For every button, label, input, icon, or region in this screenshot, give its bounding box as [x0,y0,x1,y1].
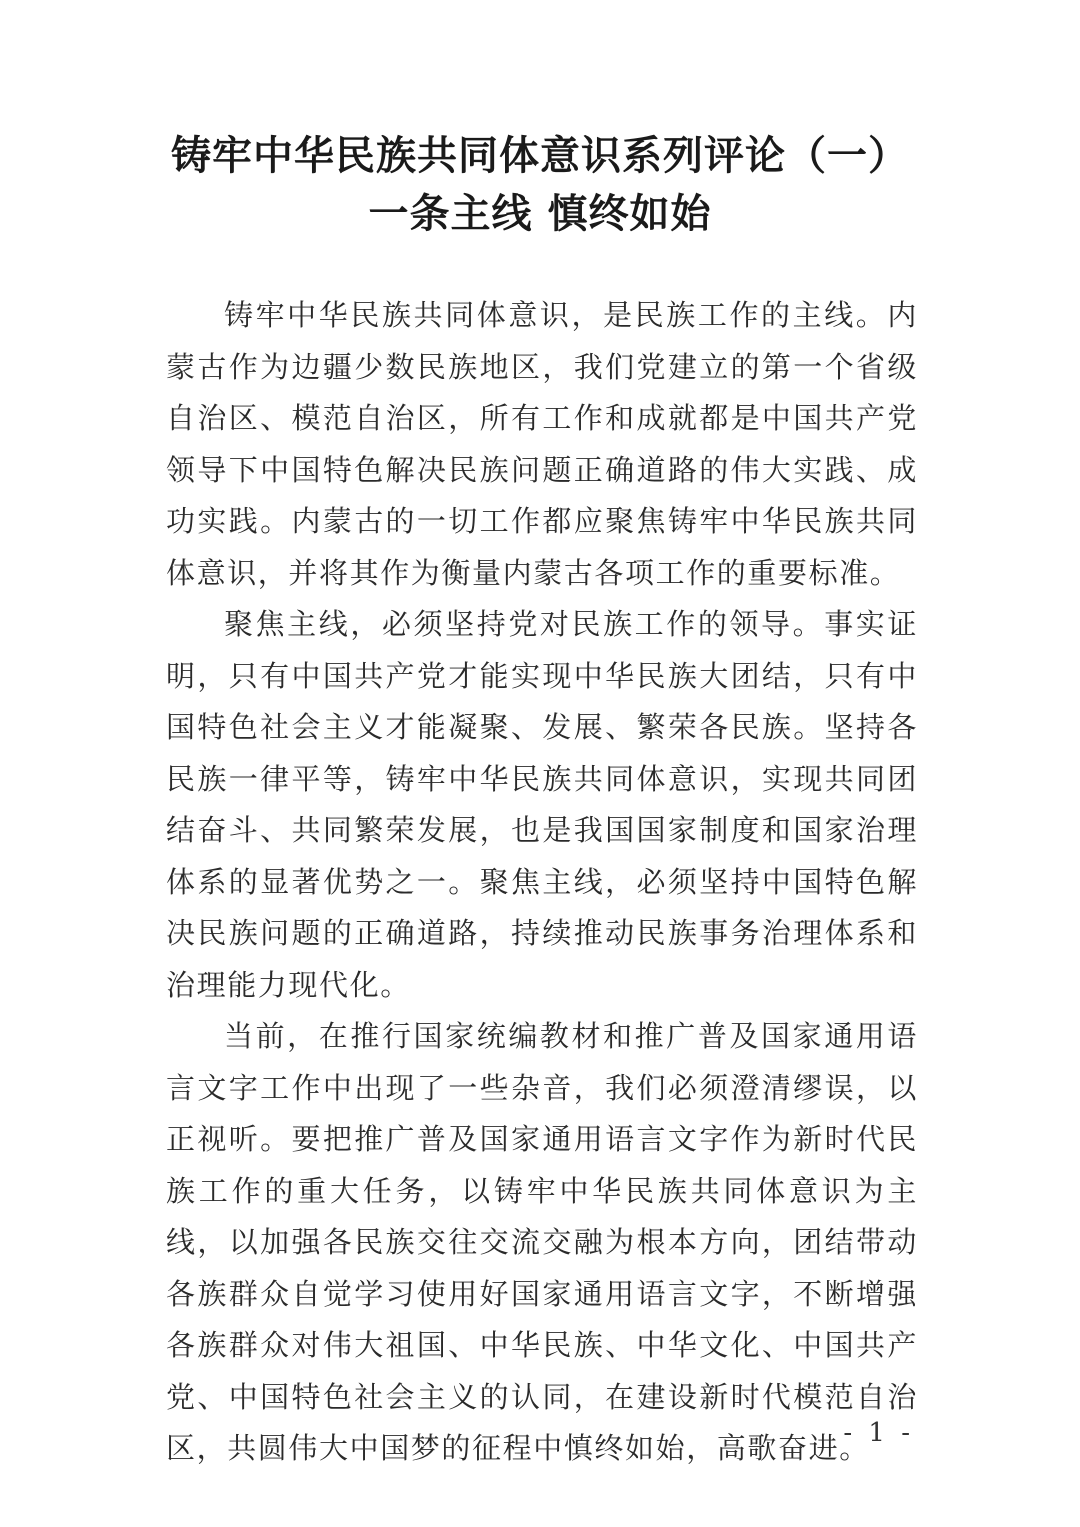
paragraph-3: 当前，在推行国家统编教材和推广普及国家通用语言文字工作中出现了一些杂音，我们必须澄清缪误，以正视听。要把推广普及国家通用语言文字作为新时代民族工作的重大任务，以铸牢中华民族共同体意识为主线，以加强各民族交往交流交融为根本方向，团结带动各族群众自觉学习使用好国家通用语言文字，不断增强各族群众对伟大祖国、中华民族、中华文化、中国共产党、中国特色社会主义的认同，在建设新时代模范自治区，共圆伟大中国梦的征程中慎终如始，高歌奋进。 [166,1019,918,1465]
article-body [166,290,918,1475]
title-line-subtitle: 一条主线 慎终如始 [368,190,712,237]
title-line-main: 铸牢中华民族共同体意识系列评论（一） [171,132,909,179]
page-number: - 1 - [843,1418,914,1448]
paragraph-2: 聚焦主线，必须坚持党对民族工作的领导。事实证明，只有中国共产党才能实现中华民族大团结，只有中国特色社会主义才能凝聚、发展、繁荣各民族。坚持各民族一律平等，铸牢中华民族共同体意识，实现共同团结奋斗、共同繁荣发展，也是我国国家制度和国家治理体系的显著优势之一。聚焦主线，必须坚持中国特色解决民族问题的正确道路，持续推动民族事务治理体系和治理能力现代化。 [166,607,918,1002]
paragraph-1: 铸牢中华民族共同体意识，是民族工作的主线。内蒙古作为边疆少数民族地区，我们党建立的第一个省级自治区、模范自治区，所有工作和成就都是中国共产党领导下中国特色解决民族问题正确道路的伟大实践、成功实践。内蒙古的一切工作都应聚焦铸牢中华民族共同体意识，并将其作为衡量内蒙古各项工作的重要标准。 [166,298,918,590]
document-title [0,128,1080,242]
